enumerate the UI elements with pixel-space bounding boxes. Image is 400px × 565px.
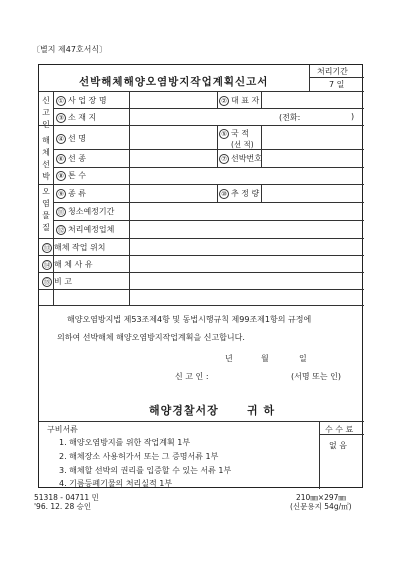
ship-type-input[interactable] <box>131 151 215 165</box>
signer-label: 신 고 인 : <box>175 372 209 381</box>
representative-label: ② 대 표 자 <box>219 95 259 106</box>
cleaning-period-label: ⑪ 청소예정기간 <box>57 207 115 216</box>
addressee-suffix: 귀 하 <box>247 404 276 417</box>
ship-name-label: ④ 선 명 <box>56 133 126 144</box>
footer-paper-type: (신문용지 54g/㎡) <box>290 502 352 511</box>
form-title: 선박해체해양오염방지작업계획신고서 <box>79 76 269 88</box>
phone-close: ) <box>351 112 355 121</box>
representative-input[interactable] <box>263 93 361 106</box>
address-label: ③ 소 재 지 <box>56 112 126 123</box>
phone-label: (전화: <box>279 113 301 122</box>
date-month: 월 <box>261 354 269 363</box>
nationality-input[interactable] <box>263 127 361 147</box>
documents-header: 구비서류 <box>47 425 78 434</box>
nationality-sub: (선 적) <box>231 140 254 149</box>
footer-paper-size: 210㎜×297㎜ <box>296 493 346 502</box>
section-pollutant: 오염물질 <box>42 187 50 232</box>
fee-value: 없 음 <box>329 441 347 450</box>
footer-approval-date: '96. 12. 28 승인 <box>34 502 92 511</box>
date-year: 년 <box>225 354 233 363</box>
signer-input[interactable] <box>219 368 289 381</box>
business-name-label: ① 사 업 장 명 <box>56 95 126 106</box>
form-code: 〔별지 제47호서식〕 <box>32 45 108 54</box>
dismantling-reason-label: ⑭ 해 체 사 유 <box>43 260 93 269</box>
pollutant-type-label: ⑨ 종 류 <box>56 188 126 199</box>
pollutant-type-input[interactable] <box>131 186 215 200</box>
statement-line-1: 해양오염방지법 제53조제4항 및 동법시행규칙 제99조제1항의 규정에 <box>67 315 312 324</box>
nationality-label: ⑤ 국 적 (선 적) <box>219 128 259 150</box>
processing-period-label: 처리기간 <box>317 67 348 76</box>
document-item-1: 1. 해양오염방지를 위한 작업계획 1부 <box>59 438 191 447</box>
remarks-label: ⑮ 비 고 <box>43 277 72 286</box>
report-form <box>38 64 363 488</box>
section-reporter: 신고인 <box>42 96 50 129</box>
date-day: 일 <box>299 354 307 363</box>
tonnage-input[interactable] <box>131 169 361 182</box>
dismantling-reason-input[interactable] <box>131 257 361 270</box>
disposal-company-input[interactable] <box>131 222 361 236</box>
section-vessel: 해체선박 <box>42 136 50 181</box>
statement-line-2: 의하여 선박해체 해양오염방지작업계획을 신고합니다. <box>57 333 245 342</box>
footer-approval-number: 51318 - 04711 민 <box>34 493 99 502</box>
tonnage-label: ⑧ 톤 수 <box>56 170 126 181</box>
business-name-input[interactable] <box>131 93 215 106</box>
ship-type-label: ⑥ 선 종 <box>56 153 126 164</box>
signer-sign: (서명 또는 인) <box>291 372 341 381</box>
address-input[interactable] <box>131 110 271 123</box>
ship-number-label: ⑦ 선박번호 <box>219 153 261 164</box>
phone-input[interactable] <box>307 110 347 123</box>
ship-name-input[interactable] <box>131 127 215 147</box>
dismantling-location-label: ⑬ 해체 작업 위치 <box>43 243 106 252</box>
estimated-amount-input[interactable] <box>263 186 361 200</box>
addressee-office: 해양경찰서장 <box>149 404 219 417</box>
estimated-amount-label: ⑩ 추 정 량 <box>219 188 261 199</box>
disposal-company-label: ⑫ 처리예정업체 <box>57 225 115 234</box>
fee-label: 수 수 료 <box>325 425 354 434</box>
processing-period-value: 7 일 <box>329 80 345 89</box>
remarks-input[interactable] <box>131 274 361 287</box>
ship-number-input[interactable] <box>263 151 361 165</box>
document-item-3: 3. 해체할 선박의 권리를 입증할 수 있는 서류 1부 <box>59 466 232 475</box>
dismantling-location-input[interactable] <box>131 240 361 253</box>
cleaning-period-input[interactable] <box>131 204 361 218</box>
document-item-2: 2. 해체장소 사용허가서 또는 그 증명서류 1부 <box>59 452 219 461</box>
document-item-4: 4. 기름등폐기물의 처리실적 1부 <box>59 479 173 488</box>
